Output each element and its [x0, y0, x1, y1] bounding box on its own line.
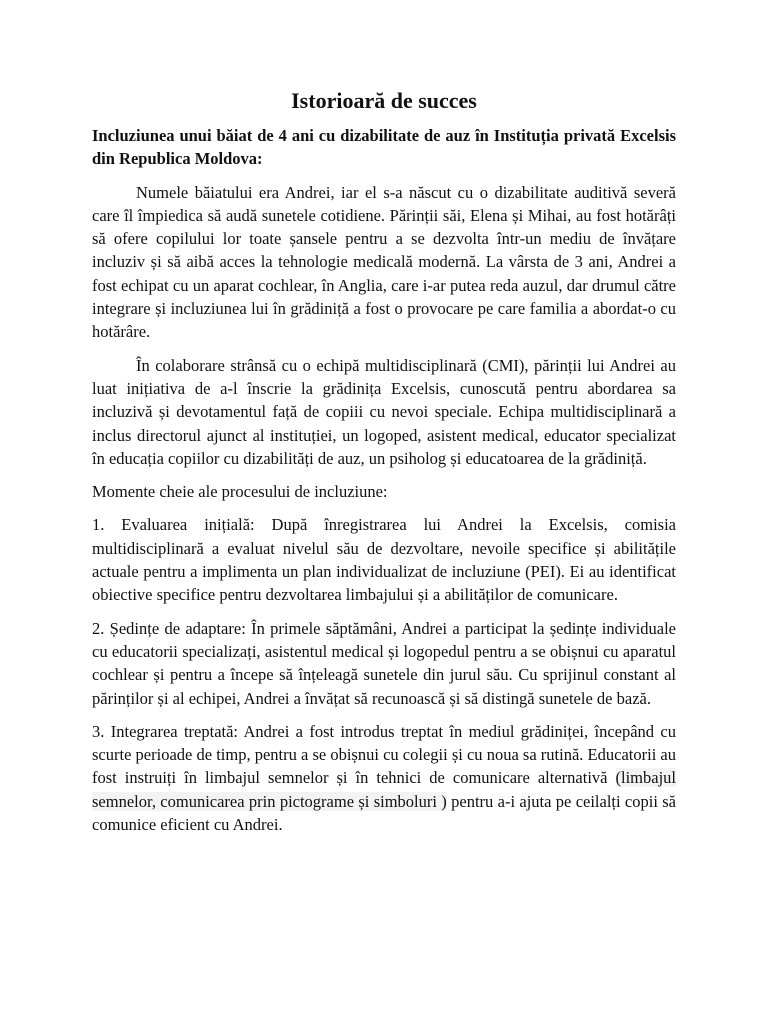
moment-initial-evaluation: 1. Evaluarea inițială: După înregistrarea lui Andrei la Excelsis, comisia multidisciplinară a evaluat nivelul său de dezvoltare, nevoile specifice și abilitățile actuale pentru a implimenta un plan individualizat de incluziune (PEI). Ei au identificat obiective specifice pentru dezvoltarea limbajului și a abilităților de comunicare.: [92, 515, 676, 605]
moment-3-text-a: 3. Integrarea treptată: Andrei a fost introdus treptat în mediul grădiniței, începând cu scurte perioade de timp, pentru a se obișnui cu colegii și cu noua sa rutină. Educatorii au fost instruiți în limbajul semnelor și în tehnici de comunicare alternativă: [92, 721, 676, 788]
moment-3-highlighted-text: (limbajul semnelor, comunicarea prin pictograme și simboluri ): [92, 768, 676, 811]
moments-heading: Momente cheie ale procesului de incluziune:: [92, 482, 388, 502]
document-page: [92, 86, 676, 846]
moment-adaptation-sessions: 2. Ședințe de adaptare: În primele săptămâni, Andrei a participat la ședințe individuale cu educatorii specializați, asistentul medical și logopedul pentru a se obișnui cu aparatul cochlear și pentru a începe să înțeleagă sunetele din jurul său. Cu sprijinul constant al părinților și al echipei, Andrei a învățat să recunoască și să distingă sunetele de bază.: [92, 618, 676, 708]
moment-gradual-integration: [92, 720, 676, 836]
document-subtitle: Incluziunea unui băiat de 4 ani cu dizabilitate de auz în Instituția privată Excelsis din Republica Moldova:: [92, 126, 676, 169]
moment-3-text-c: pentru a-i ajuta pe ceilalți copii să comunice eficient cu Andrei.: [92, 791, 676, 835]
document-title: Istorioară de succes: [291, 88, 477, 113]
paragraph-intro: Numele băiatului era Andrei, iar el s-a născut cu o dizabilitate auditivă severă care îl împiedica să audă sunetele cotidiene. Părinții săi, Elena și Mihai, au fost hotărâți să ofere copilului lor toate șansele pentru a se dezvolta într-un mediu de învățare incluziv și să aibă acces la tehnologie medicală modernă. La vârsta de 3 ani, Andrei a fost echipat cu un aparat cochlear, în Anglia, care i-ar putea reda auzul, dar drumul către integrare și incluziunea lui în grădiniță a fost o provocare pe care familia a abordat-o cu hotărâre.: [92, 182, 676, 342]
paragraph-collaboration: În colaborare strânsă cu o echipă multidisciplinară (CMI), părinții lui Andrei au luat inițiativa de a-l înscrie la grădinița Excelsis, cunoscută pentru abordarea sa incluzivă și devotamentul față de copiii cu nevoi speciale. Echipa multidisciplinară a inclus directorul ajunct al instituției, un logoped, asistent medical, educator specializat în educația copiilor cu dizabilități de auz, un psiholog și educatoarea de la grădiniță.: [92, 355, 676, 468]
